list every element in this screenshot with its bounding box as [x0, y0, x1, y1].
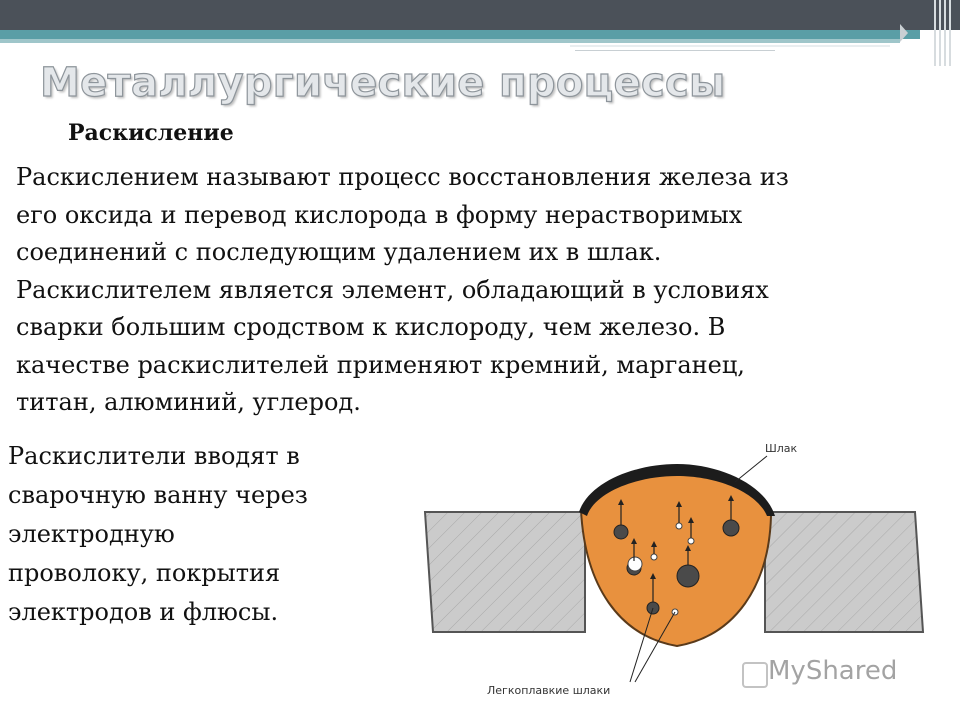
paragraph-line: качестве раскислителей применяют кремний, марганец,	[16, 350, 745, 379]
header-accent-stripe-light	[0, 39, 900, 43]
side-line: электродную	[8, 520, 175, 548]
section-subtitle: Раскисление	[68, 120, 234, 146]
inclusion-light	[628, 557, 642, 571]
header-right-bars	[930, 0, 960, 70]
paragraph-line: его оксида и перевод кислорода в форму нерастворимых	[16, 200, 743, 229]
side-line: проволоку, покрытия	[8, 559, 281, 587]
paragraph-line: Раскислением называют процесс восстановления железа из	[16, 163, 789, 191]
side-line: электродов и флюсы.	[8, 598, 279, 626]
slag-label: Шлак	[765, 442, 798, 455]
header-decor-line	[570, 45, 890, 47]
inclusion-dark	[614, 525, 628, 539]
side-line: Раскислители вводят в	[8, 442, 300, 470]
paragraph-line: соединений с последующим удалением их в шлак.	[16, 238, 662, 266]
header-band	[0, 0, 960, 30]
base-metal-left	[425, 512, 585, 632]
inclusion-dark	[723, 520, 739, 536]
main-paragraph	[16, 159, 946, 422]
slide-title: Металлургические процессы	[40, 60, 726, 106]
inclusion-light	[688, 538, 694, 544]
paragraph-line: сварки большим сродством к кислороду, чем железо. В	[16, 313, 726, 341]
header-accent-stripe	[0, 30, 920, 39]
header-decor-line-thin	[575, 50, 775, 51]
inclusion-dark	[677, 565, 699, 587]
side-line: сварочную ванну через	[8, 481, 308, 509]
watermark-text: MyShared	[768, 656, 898, 686]
side-paragraph	[8, 437, 388, 632]
base-metal-right	[765, 512, 923, 632]
inclusion-light	[651, 554, 657, 560]
watermark-icon	[742, 662, 768, 688]
fusible-slag-label: Легкоплавкие шлаки	[487, 684, 611, 697]
header-fold-arrow	[900, 24, 908, 42]
paragraph-line: Раскислителем является элемент, обладающий в условиях	[16, 275, 769, 304]
paragraph-line: титан, алюминий, углерод.	[16, 388, 361, 416]
inclusion-light	[676, 523, 682, 529]
